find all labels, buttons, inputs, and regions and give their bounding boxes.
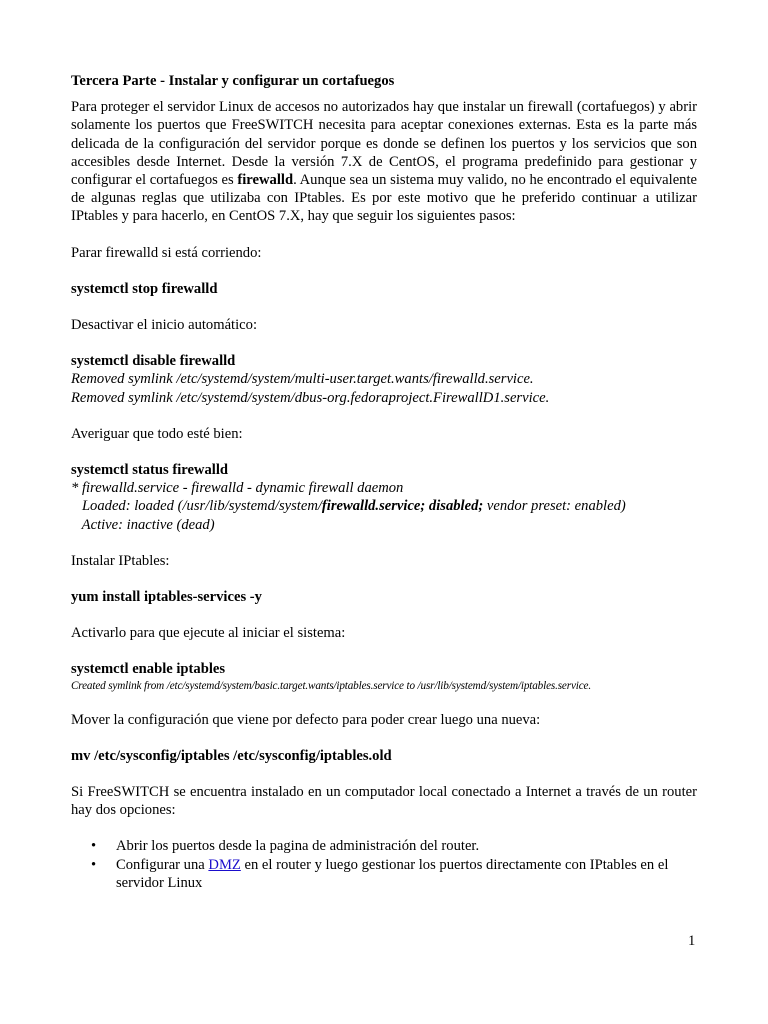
router-options-list — [71, 837, 697, 892]
move-instruction: Mover la configuración que viene por defecto para poder crear luego una nueva: — [71, 711, 541, 728]
enable-block — [71, 660, 697, 692]
enable-instruction: Activarlo para que ejecute al iniciar el sistema: — [71, 625, 346, 642]
status-block — [71, 461, 697, 534]
install-block — [71, 588, 697, 606]
install-instruction: Instalar IPtables: — [71, 552, 170, 569]
install-command: yum install iptables-services -y — [71, 589, 262, 606]
status-loaded-prefix: Loaded: loaded (/usr/lib/systemd/system/ — [71, 498, 322, 515]
bullet-icon: • — [91, 838, 97, 855]
stop-command: systemctl stop firewalld — [71, 280, 218, 297]
status-command: systemctl status firewalld — [71, 462, 228, 479]
bullet-icon: • — [91, 856, 97, 873]
stop-instruction: Parar firewalld si está corriendo: — [71, 244, 262, 261]
status-output-active: Active: inactive (dead) — [71, 516, 215, 533]
section-title: Tercera Parte - Instalar y configurar un cortafuegos — [71, 73, 395, 89]
router-paragraph: Si FreeSWITCH se encuentra instalado en un computador local conectado a Internet a través de un router hay dos opciones: — [71, 784, 697, 819]
enable-output: Created symlink from /etc/systemd/system/basic.target.wants/iptables.service to /usr/lib/systemd/system/iptables.service. — [71, 679, 592, 692]
move-command: mv /etc/sysconfig/iptables /etc/sysconfig/iptables.old — [71, 747, 392, 764]
stop-block — [71, 280, 697, 298]
status-loaded-bold: firewalld.service; disabled; — [321, 498, 484, 515]
page-number: 1 — [688, 933, 696, 949]
intro-bold-firewalld: firewalld — [237, 172, 294, 189]
document-body — [71, 72, 697, 892]
status-instruction: Averiguar que todo esté bien: — [71, 425, 243, 442]
option-text-end: en el router y luego gestionar los puertos directamente con IPtables en el servidor Linux — [116, 856, 669, 891]
move-block — [71, 747, 697, 765]
dmz-link[interactable]: DMZ — [208, 856, 241, 873]
disable-instruction: Desactivar el inicio automático: — [71, 317, 257, 334]
option-text: Abrir los puertos desde la pagina de administración del router. — [116, 838, 480, 855]
list-item — [71, 837, 697, 855]
disable-command: systemctl disable firewalld — [71, 353, 236, 370]
status-output-line: * firewalld.service - firewalld - dynamic firewall daemon — [71, 480, 404, 497]
intro-text-start: Para proteger el servidor Linux de accesos no autorizados hay que instalar un firewall (cortafuegos) y abrir solamente los puertos que FreeSWITCH necesita para aceptar conexiones externas. Esta es la parte más delicada de la configuración del servidor porque es donde se definen los puertos y los servicios que son accesibles desde Internet. Desde la versión 7.X de CentOS, el programa predefinido para gestionar y configurar el cortafuegos es — [71, 99, 697, 189]
disable-block — [71, 352, 697, 407]
list-item — [71, 856, 697, 892]
intro-text-end: . Aunque sea un sistema muy valido, no he encontrado el equivalente de algunas reglas que utilizaba con IPtables. Es por este motivo que he preferido continuar a utilizar IPtables y para hacerlo, en CentOS 7.X, hay que seguir los siguientes pasos: — [71, 172, 697, 225]
status-loaded-suffix: vendor preset: enabled) — [483, 498, 626, 515]
status-output-loaded — [71, 497, 697, 515]
option-text-start: Configurar una — [116, 856, 209, 873]
enable-command: systemctl enable iptables — [71, 661, 226, 678]
disable-output-line: Removed symlink /etc/systemd/system/dbus-org.fedoraproject.FirewallD1.service. — [71, 389, 550, 406]
intro-paragraph — [71, 98, 697, 225]
disable-output-line: Removed symlink /etc/systemd/system/multi-user.target.wants/firewalld.service. — [71, 371, 534, 388]
